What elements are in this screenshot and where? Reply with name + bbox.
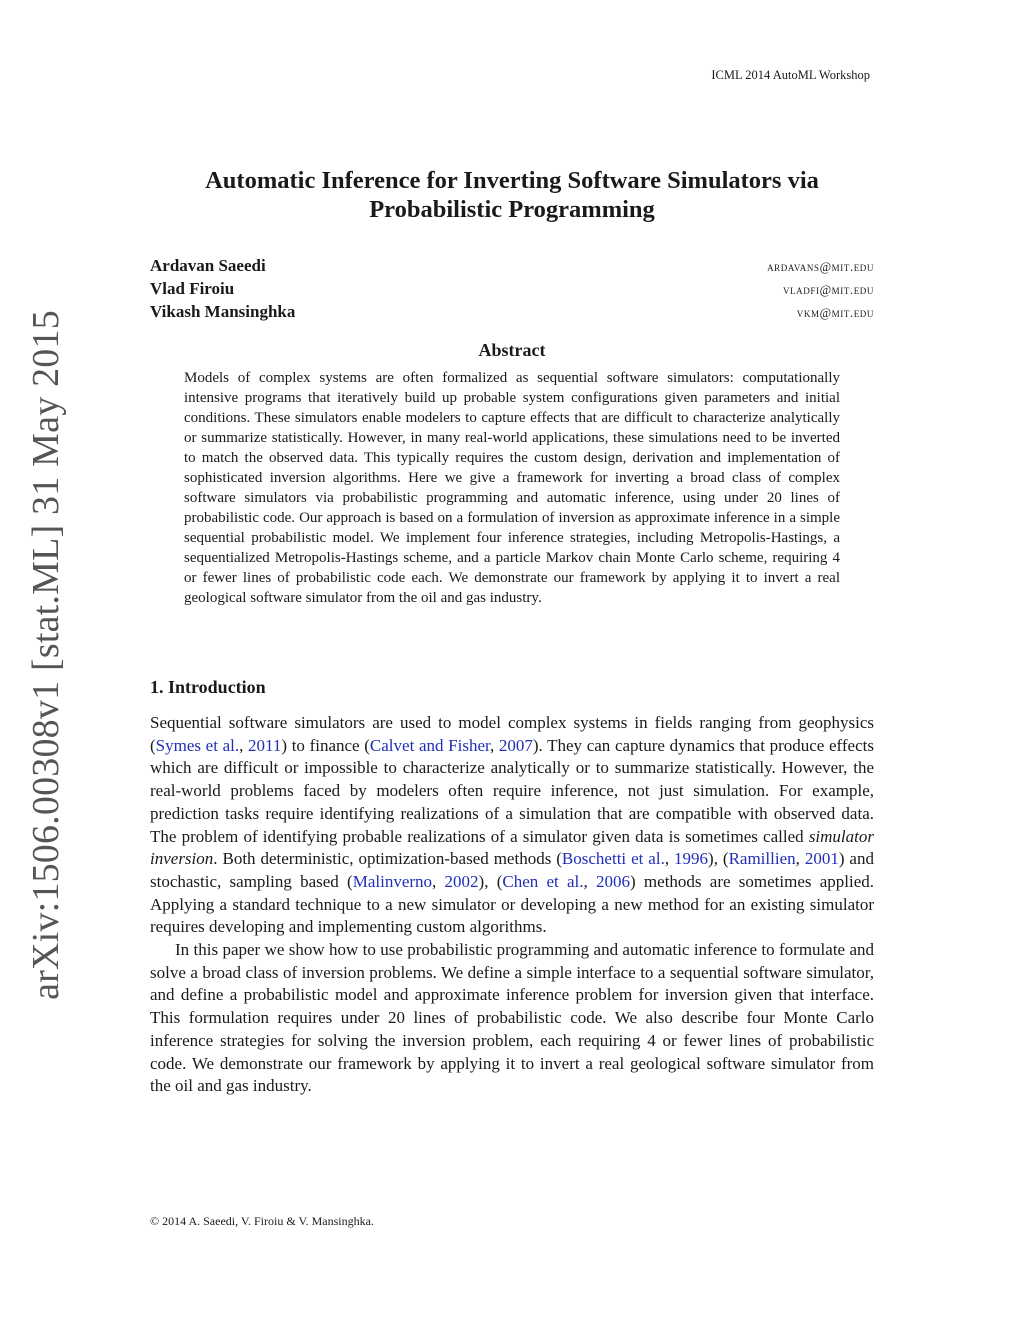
author-name: Vikash Mansinghka xyxy=(150,302,296,321)
text-run: , xyxy=(664,849,675,869)
text-run: . Both deterministic, optimization-based methods ( xyxy=(213,849,562,869)
citation-link[interactable]: Ramillien xyxy=(728,849,796,869)
author-list xyxy=(150,256,874,325)
citation-link[interactable]: 1996 xyxy=(674,849,709,869)
author-name: Ardavan Saeedi xyxy=(150,256,266,275)
citation-link[interactable]: Boschetti et al. xyxy=(561,849,665,869)
text-run: , xyxy=(795,849,805,869)
abstract-text: Models of complex systems are often formalized as sequential software simulators: computationally intensive programs that iteratively build up probable system configurations given parameters and initial conditions. These simulators enable modelers to capture effects that are difficult to characterize analytically or summarize statistically. However, in many real-world applications, these simulations need to be inverted to match the observed data. This typically requires the custom design, derivation and implementation of sophisticated inversion algorithms. Here we give a framework for inverting a broad class of complex software simulators via probabilistic programming and automatic inference, using under 20 lines of probabilistic code. Our approach is based on a formulation of inversion as approximate inference in a simple sequential probabilistic model. We implement four inference strategies, including Metropolis-Hastings, a sequentialized Metropolis-Hastings scheme, and a particle Markov chain Monte Carlo scheme, requiring 4 or fewer lines of probabilistic code each. We demonstrate our framework by applying it to invert a real geological software simulator from the oil and gas industry. xyxy=(184,370,840,606)
author-name: Vlad Firoiu xyxy=(150,279,235,298)
text-run: ). They can capture dynamics that produce effects which are difficult or impossible to characterize analytically or to summarize statistically. However, the real-world problems faced by modelers often require inference, not just simulation. For example, prediction tasks require identifying realizations of a simulation that are compatible with observed data. The problem of identifying probable realizations of a simulator given data is sometimes called xyxy=(150,735,874,846)
author-row xyxy=(150,302,874,325)
citation-link[interactable]: Calvet and Fisher xyxy=(369,735,490,755)
arxiv-side-stamp: arXiv:1506.00308v1 [stat.ML] 31 May 2015 xyxy=(25,310,67,1000)
text-run: , xyxy=(239,735,249,755)
author-row xyxy=(150,256,874,279)
copyright-notice: © 2014 A. Saeedi, V. Firoiu & V. Mansinghka. xyxy=(150,1214,374,1228)
paragraph: In this paper we show how to use probabilistic programming and automatic inference to formulate and solve a broad class of inversion problems. We define a simple interface to a sequential software simulator, and define a probabilistic model and approximate inference problem for inversion given that interface. This formulation requires under 20 lines of probabilistic code. We also describe four Monte Carlo inference strategies for solving the inversion problem, each requiring 4 or fewer lines of probabilistic code. We demonstrate our framework by applying it to invert a real geological software simulator from the oil and gas industry. xyxy=(150,940,874,1096)
introduction-body xyxy=(150,712,874,1098)
citation-link[interactable]: Symes et al. xyxy=(155,735,240,755)
citation-link[interactable]: Chen et al. xyxy=(502,871,584,891)
text-run: ), ( xyxy=(478,871,503,891)
venue-header: ICML 2014 AutoML Workshop xyxy=(711,68,870,82)
citation-link[interactable]: 2011 xyxy=(248,735,282,755)
citation-link[interactable]: 2007 xyxy=(498,735,533,755)
citation-link[interactable]: 2006 xyxy=(596,871,631,891)
text-run: ) and stochastic, sampling based ( xyxy=(150,849,874,891)
text-run: ) methods are sometimes applied. Applying a standard technique to a new simulator or developing a new method for an existing simulator requires developing and implementing custom algorithms. xyxy=(150,871,875,937)
text-run: ), ( xyxy=(708,849,729,869)
citation-link[interactable]: Malinverno xyxy=(352,871,433,891)
section-heading-introduction: 1. Introduction xyxy=(150,677,266,697)
author-email: vladfi@mit.edu xyxy=(782,283,874,297)
abstract-heading: Abstract xyxy=(478,340,546,360)
text-run: , xyxy=(489,735,499,755)
text-run: , xyxy=(583,871,597,891)
paragraph xyxy=(150,712,874,939)
author-row xyxy=(150,279,874,302)
emphasis: simulator inversion xyxy=(150,826,874,869)
text-run: ) to finance ( xyxy=(281,735,370,755)
author-email: ardavans@mit.edu xyxy=(767,260,874,274)
citation-link[interactable]: 2002 xyxy=(444,871,479,891)
citation-link[interactable]: 2001 xyxy=(804,849,839,869)
text-run: , xyxy=(432,871,445,891)
author-email: vkm@mit.edu xyxy=(796,306,874,320)
paper-title: Automatic Inference for Inverting Software Simulators via Probabilistic Programming xyxy=(205,167,819,223)
text-run: Sequential software simulators are used to model complex systems in fields ranging from geophysics ( xyxy=(150,713,874,755)
